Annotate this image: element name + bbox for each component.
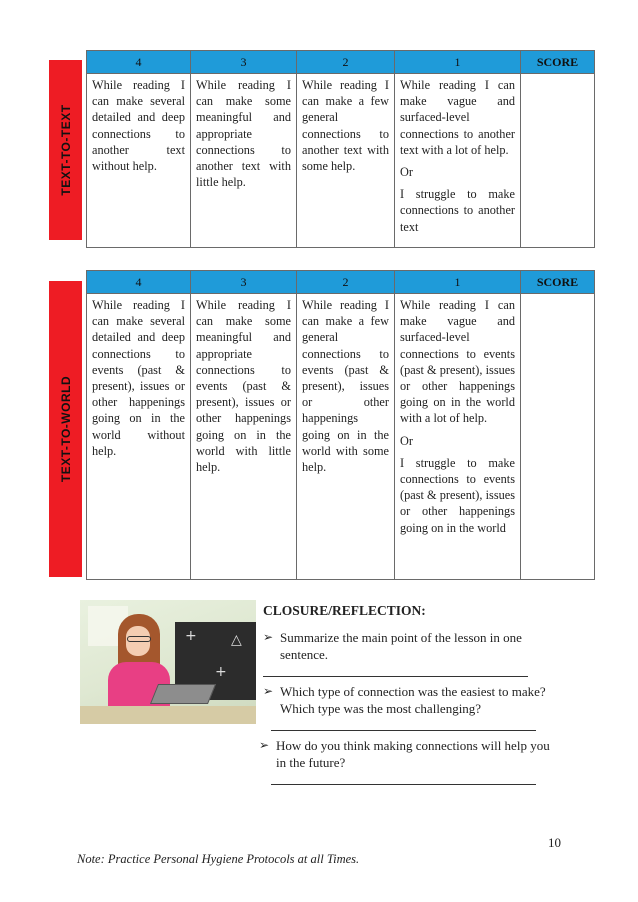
arrow-bullet-icon: ➢ bbox=[263, 630, 274, 644]
page-number: 10 bbox=[548, 835, 561, 850]
cell-level-2 bbox=[297, 74, 395, 248]
cell-text: I struggle to make connections to events (past & present), issues or other happenings going on in the world bbox=[400, 455, 515, 535]
text-to-text-label: TEXT-TO-TEXT bbox=[58, 104, 73, 196]
header-level-1: 1 bbox=[395, 271, 521, 294]
glasses-icon bbox=[127, 636, 151, 642]
rubric-row bbox=[87, 294, 595, 580]
triangle-mark-icon: △ bbox=[231, 632, 242, 648]
rubric-row bbox=[87, 74, 595, 248]
arrow-bullet-icon: ➢ bbox=[259, 738, 270, 752]
header-level-4: 4 bbox=[87, 51, 191, 74]
cell-text: While reading I can make some meaningful and appropriate connections to events (past & present), issues or other happenings going on in the world with little help. bbox=[196, 298, 291, 475]
closure-reflection-section bbox=[258, 603, 558, 791]
reflection-question bbox=[258, 629, 558, 663]
cell-text: While reading I can make vague and surfaced-level connections to events (past & present), issues or other happenings going on in the world with a lot of help. bbox=[400, 298, 515, 426]
header-score: SCORE bbox=[521, 51, 595, 74]
answer-line[interactable] bbox=[271, 730, 536, 731]
plus-mark-icon: + bbox=[215, 664, 227, 680]
reflection-question bbox=[254, 737, 558, 771]
cell-text: While reading I can make a few general connections to events (past & present), issues or other happenings going on in the world with some help. bbox=[302, 298, 389, 475]
header-level-3: 3 bbox=[191, 51, 297, 74]
rubric-header-row bbox=[87, 271, 595, 294]
rubric-header-row bbox=[87, 51, 595, 74]
question-text: How do you think making connections will help you in the future? bbox=[276, 738, 550, 770]
header-score: SCORE bbox=[521, 271, 595, 294]
text-to-world-label: TEXT-TO-WORLD bbox=[58, 375, 73, 483]
cell-or-text: Or bbox=[400, 433, 413, 448]
text-to-world-rubric-table bbox=[86, 270, 595, 580]
footer-note: Note: Practice Personal Hygiene Protocols at all Times. bbox=[77, 852, 360, 866]
cell-level-4 bbox=[87, 74, 191, 248]
tablet-icon bbox=[150, 684, 216, 704]
cell-level-3 bbox=[191, 74, 297, 248]
arrow-bullet-icon: ➢ bbox=[263, 684, 274, 698]
score-cell[interactable] bbox=[521, 294, 595, 580]
cell-text: While reading I can make a few general connections to another text with some help. bbox=[302, 78, 389, 174]
score-cell[interactable] bbox=[521, 74, 595, 248]
text-to-world-sidebar bbox=[49, 281, 82, 577]
header-level-2: 2 bbox=[297, 51, 395, 74]
cell-level-3 bbox=[191, 294, 297, 580]
answer-line[interactable] bbox=[263, 676, 528, 677]
cell-text: While reading I can make several detailed and deep connections to events (past & present), issues or other happenings going on in the world without help. bbox=[92, 298, 185, 458]
answer-line[interactable] bbox=[271, 784, 536, 785]
text-to-text-rubric-table bbox=[86, 50, 595, 248]
header-level-1: 1 bbox=[395, 51, 521, 74]
cell-text: While reading I can make several detailed and deep connections to another text without help. bbox=[92, 78, 185, 174]
text-to-text-sidebar bbox=[49, 60, 82, 240]
cell-level-1 bbox=[395, 294, 521, 580]
cell-level-1 bbox=[395, 74, 521, 248]
header-level-3: 3 bbox=[191, 271, 297, 294]
cell-text: While reading I can make some meaningful and appropriate connections to another text with little help. bbox=[196, 78, 291, 190]
question-text: Which type of connection was the easiest to make? Which type was the most challenging? bbox=[280, 684, 546, 716]
closure-title: CLOSURE/REFLECTION: bbox=[263, 603, 426, 618]
header-level-2: 2 bbox=[297, 271, 395, 294]
desk bbox=[80, 706, 256, 724]
cell-level-2 bbox=[297, 294, 395, 580]
plus-mark-icon: + bbox=[185, 628, 197, 644]
cell-level-4 bbox=[87, 294, 191, 580]
cell-text: While reading I can make vague and surfaced-level connections to another text with a lot of help. bbox=[400, 78, 515, 157]
cell-text: I struggle to make connections to another text bbox=[400, 187, 515, 234]
header-level-4: 4 bbox=[87, 271, 191, 294]
reflection-question bbox=[258, 683, 558, 717]
cell-or-text: Or bbox=[400, 165, 413, 180]
girl-reading-tablet-photo bbox=[80, 600, 256, 724]
question-text: Summarize the main point of the lesson in one sentence. bbox=[280, 630, 522, 662]
